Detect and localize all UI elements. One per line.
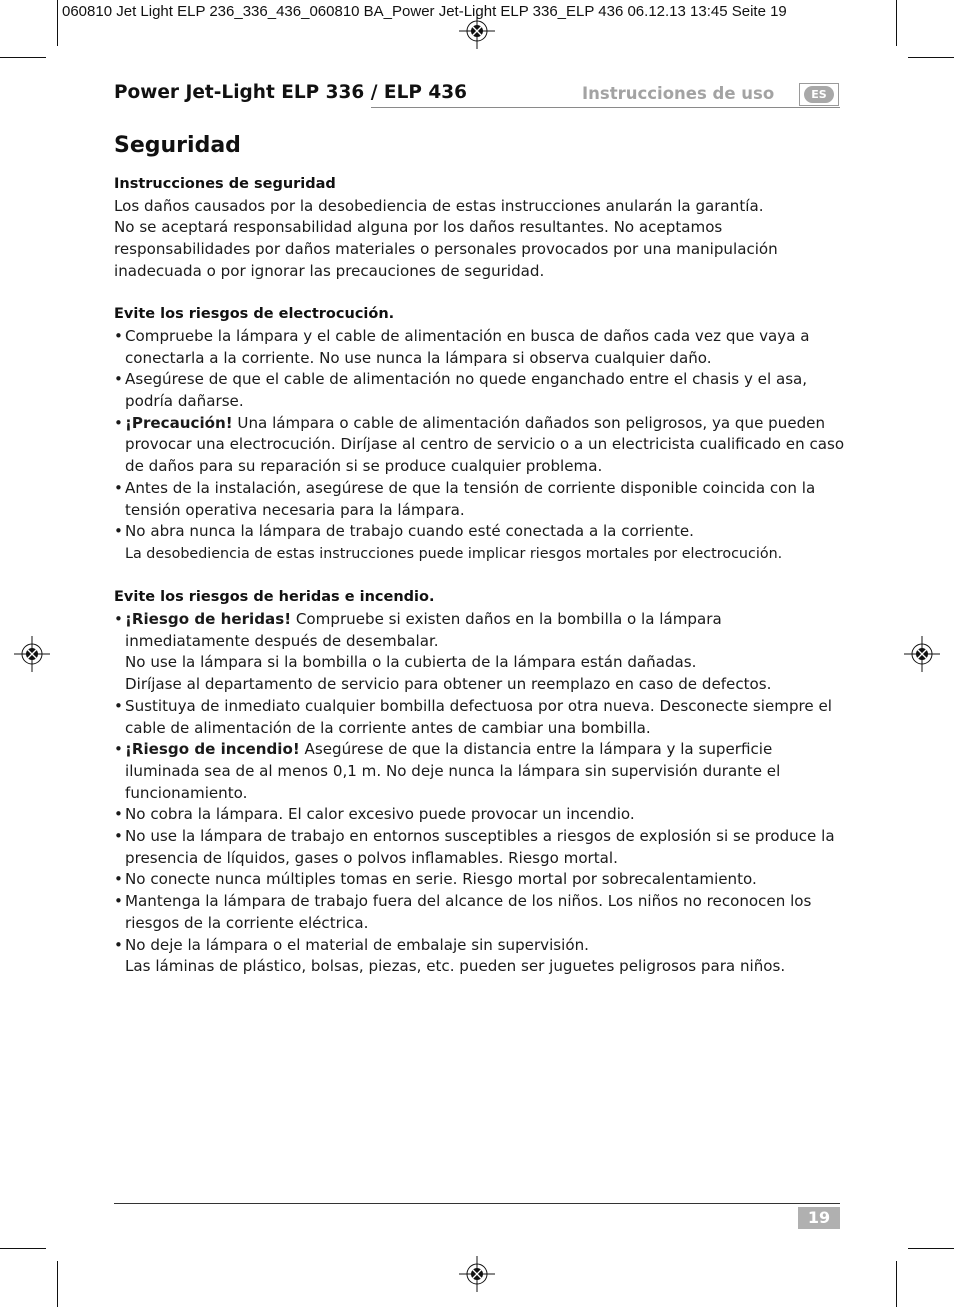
bullet-item: • Mantenga la lámpara de trabajo fuera del alcance de los niños. Los niños no reconocen los riesgos de la corriente eléctrica. — [114, 891, 846, 934]
crop-mark — [0, 57, 46, 58]
bullet-item: • No abra nunca la lámpara de trabajo cuando esté conectada a la corriente. La desobediencia de estas instrucciones puede implicar riesgos mortales por electrocución. — [114, 521, 846, 565]
registration-mark-icon — [459, 1256, 495, 1292]
registration-mark-icon — [904, 636, 940, 672]
bullet-item: • ¡Riesgo de incendio! Asegúrese de que la distancia entre la lámpara y la superficie iluminada sea de al menos 0,1 m. No deje nunca la lámpara sin supervisión durante el funcionamiento. — [114, 739, 846, 804]
crop-mark — [896, 1261, 897, 1307]
bullet-item: • No cobra la lámpara. El calor excesivo puede provocar un incendio. — [114, 804, 846, 826]
language-label: ES — [804, 86, 834, 103]
bullet-item: • ¡Precaución! Una lámpara o cable de alimentación dañados son peligrosos, ya que pueden provocar una electrocución. Diríjase al centro de servicio o a un electricista cualificado en caso de daños para su reparación si se produce cualquier problema. — [114, 413, 846, 478]
page-title: Seguridad — [114, 133, 241, 158]
registration-mark-icon — [459, 13, 495, 49]
header-title: Power Jet-Light ELP 336 / ELP 436 — [114, 82, 467, 103]
crop-mark — [57, 0, 58, 46]
bullet-item: • Compruebe la lámpara y el cable de alimentación en busca de daños cada vez que vaya a conectarla a la corriente. No use nunca la lámpara si observa cualquier daño. — [114, 326, 846, 369]
footer-rule — [114, 1203, 840, 1204]
paragraph-line: Los daños causados por la desobediencia de estas instrucciones anularán la garantía. — [114, 196, 764, 215]
paragraph-line: inadecuada o por ignorar las precauciones de seguridad. — [114, 261, 545, 280]
section-heading-electrocution: Evite los riesgos de electrocución. — [114, 306, 395, 323]
bullet-item: • No deje la lámpara o el material de embalaje sin supervisión. Las láminas de plástico, bolsas, piezas, etc. pueden ser juguetes peligrosos para niños. — [114, 935, 846, 978]
header-rule — [371, 107, 840, 108]
section-heading-safety: Instrucciones de seguridad — [114, 176, 336, 192]
crop-mark — [896, 0, 897, 46]
registration-mark-icon — [14, 636, 50, 672]
crop-mark — [908, 57, 954, 58]
crop-mark — [57, 1261, 58, 1307]
bullet-item: • No use la lámpara de trabajo en entornos susceptibles a riesgos de explosión si se produce la presencia de líquidos, gases o polvos inflamables. Riesgo mortal. — [114, 826, 846, 869]
header-subtitle: Instrucciones de uso — [582, 84, 775, 103]
bullet-item: • No conecte nunca múltiples tomas en serie. Riesgo mortal por sobrecalentamiento. — [114, 869, 846, 891]
bullet-item: • ¡Riesgo de heridas! Compruebe si existen daños en la bombilla o la lámpara inmediatamente después de desembalar. No use la lámpara si la bombilla o la cubierta de la lámpara están dañadas. Diríjase al departamento de servicio para obtener un reemplazo en caso de defectos. — [114, 609, 846, 696]
section-heading-injury: Evite los riesgos de heridas e incendio. — [114, 589, 435, 606]
bullet-item: • Antes de la instalación, asegúrese de que la tensión de corriente disponible coincida con la tensión operativa necesaria para la lámpara. — [114, 478, 846, 521]
main-content — [114, 174, 846, 978]
bullet-item: • Sustituya de inmediato cualquier bombilla defectuosa por otra nueva. Desconecte siempre el cable de alimentación de la corriente antes de cambiar una bombilla. — [114, 696, 846, 739]
crop-mark — [0, 1248, 46, 1249]
page-number: 19 — [798, 1207, 840, 1229]
crop-mark — [908, 1248, 954, 1249]
language-badge — [799, 83, 839, 106]
bullet-item: • Asegúrese de que el cable de alimentación no quede enganchado entre el chasis y el asa, podría dañarse. — [114, 369, 846, 412]
paragraph-line: No se aceptará responsabilidad alguna por los daños resultantes. No aceptamos — [114, 218, 723, 237]
warning-note: La desobediencia de estas instrucciones puede implicar riesgos mortales por electrocución. — [125, 545, 783, 562]
print-slug: 060810 Jet Light ELP 236_336_436_060810 BA_Power Jet-Light ELP 336_ELP 436 06.12.13 13:45 Seite 19 — [62, 3, 787, 20]
paragraph-line: responsabilidades por daños materiales o personales provocados por una manipulación — [114, 240, 778, 259]
